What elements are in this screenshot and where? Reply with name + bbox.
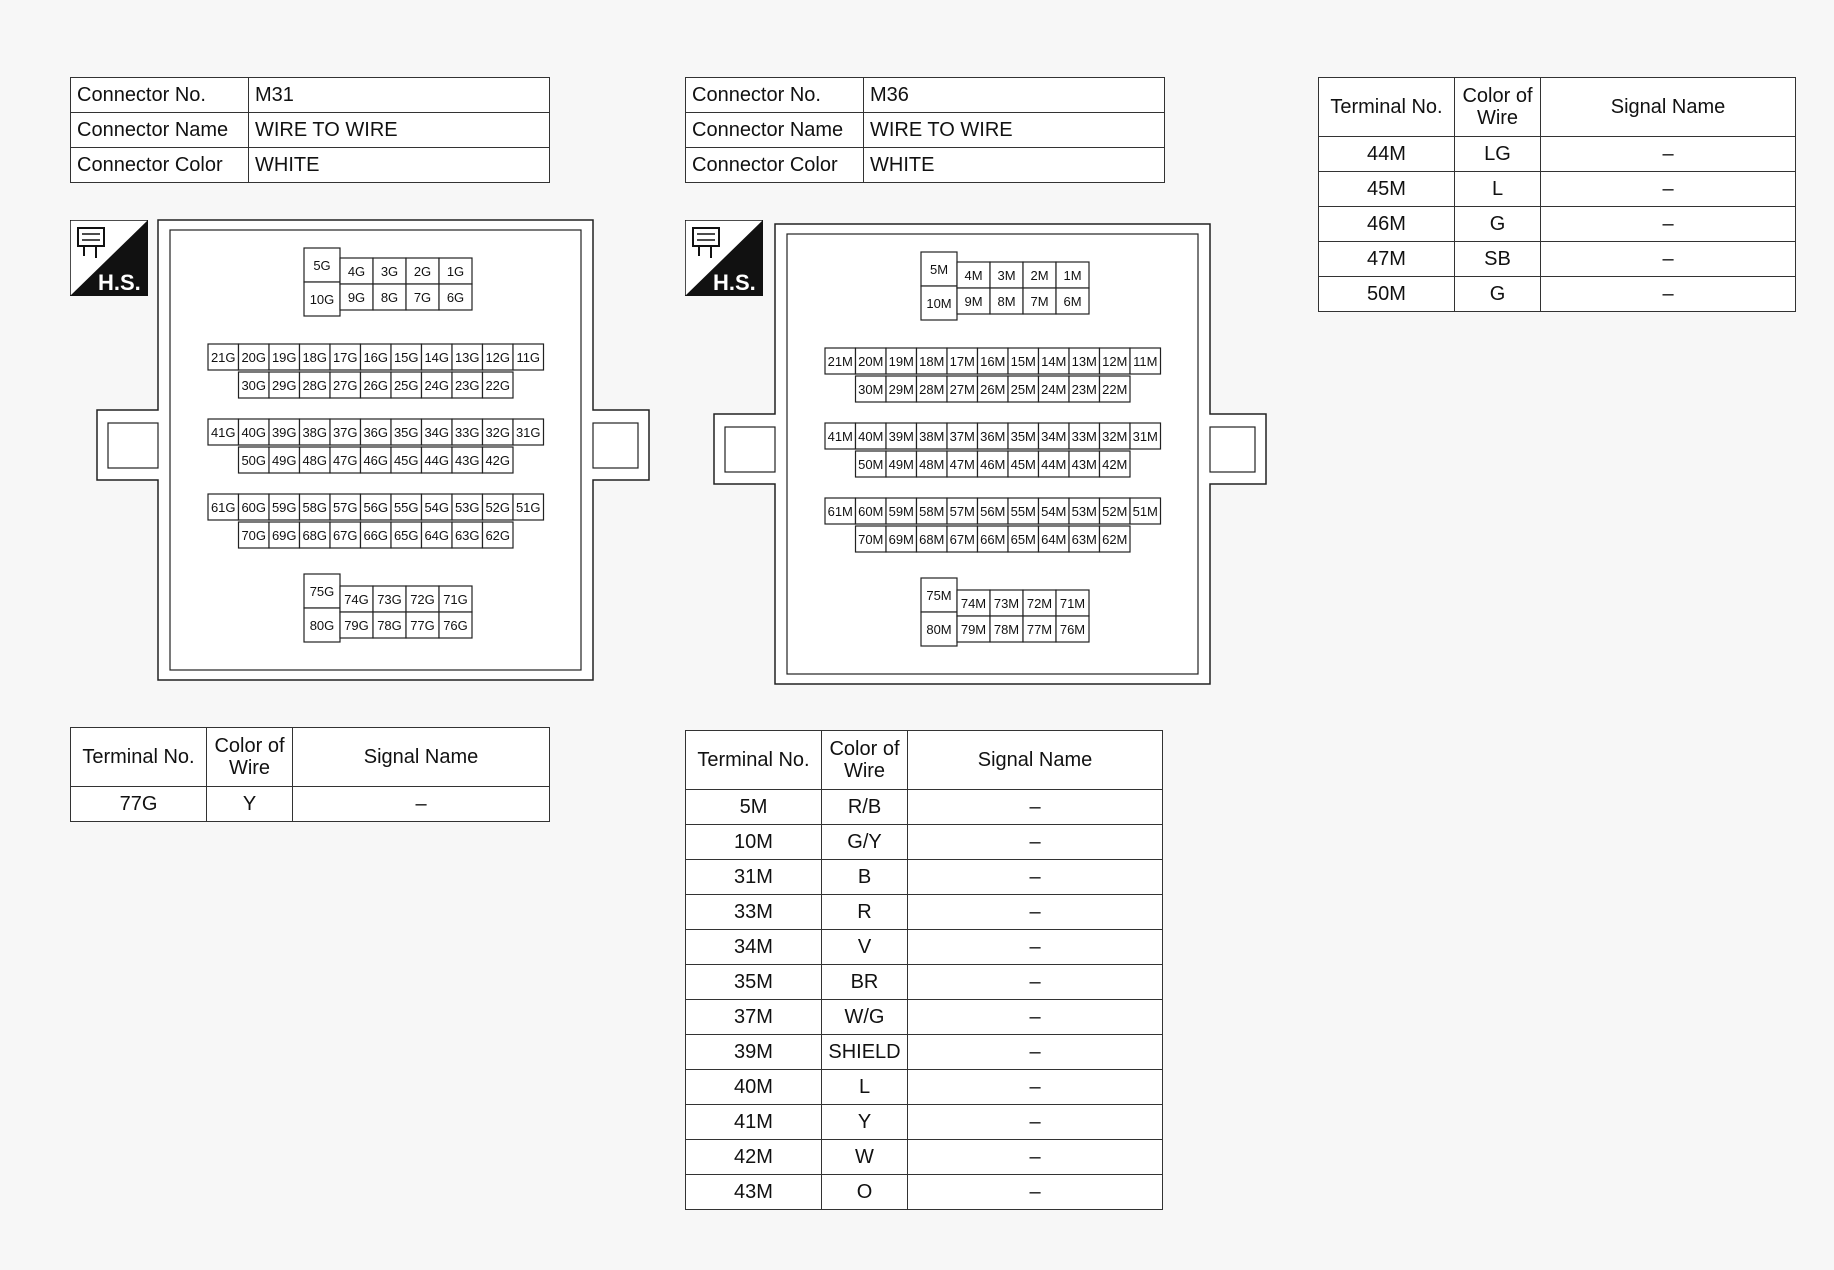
cavity-label: 65M: [1010, 532, 1036, 547]
cavity-label: 6M: [1063, 294, 1082, 309]
cavity-label: 8G: [380, 290, 399, 305]
connector-color-value: WHITE: [864, 148, 1165, 183]
cavity-label: 69G: [271, 528, 297, 543]
cavity-label: 24M: [1041, 382, 1067, 397]
cavity-label: 1M: [1063, 268, 1082, 283]
cavity-label: 3G: [380, 264, 399, 279]
cavity-label: 49M: [888, 457, 914, 472]
terminal-row: [1319, 207, 1796, 242]
signal-name-cell: –: [908, 895, 1163, 930]
terminal-row: [71, 787, 550, 822]
cavity-label: 69M: [888, 532, 914, 547]
cavity-label: 64G: [424, 528, 450, 543]
wire-color-cell: SHIELD: [822, 1035, 908, 1070]
signal-name-cell: –: [908, 1175, 1163, 1210]
cavity-label: 12M: [1102, 354, 1128, 369]
signal-name-cell: –: [908, 930, 1163, 965]
wire-color-cell: R: [822, 895, 908, 930]
cavity-label: 20G: [241, 350, 267, 365]
cavity-label: 37G: [332, 425, 358, 440]
cavity-label: 20M: [858, 354, 884, 369]
cavity-label: 48M: [919, 457, 945, 472]
cavity-label: 34M: [1041, 429, 1067, 444]
cavity-label: 56G: [363, 500, 389, 515]
terminal-no-cell: 77G: [71, 787, 207, 822]
terminal-row: [1319, 172, 1796, 207]
signal-name-header: Signal Name: [908, 731, 1163, 790]
cavity-label: 57G: [332, 500, 358, 515]
terminal-row: [686, 1105, 1163, 1140]
wire-color-cell: O: [822, 1175, 908, 1210]
terminal-no-cell: 46M: [1319, 207, 1455, 242]
terminal-row: [686, 1035, 1163, 1070]
wire-color-cell: G/Y: [822, 825, 908, 860]
terminal-row: [686, 1175, 1163, 1210]
cavity-label: 25G: [393, 378, 419, 393]
harness-side-label: H.S.: [98, 270, 141, 295]
cavity-label: 2M: [1030, 268, 1049, 283]
cavity-label: 61M: [827, 504, 853, 519]
cavity-label: 57M: [949, 504, 975, 519]
terminal-row: [686, 965, 1163, 1000]
cavity-label: 51G: [515, 500, 541, 515]
cavity-label: 30G: [241, 378, 267, 393]
cavity-label: 66G: [363, 528, 389, 543]
signal-name-cell: –: [1541, 242, 1796, 277]
cavity-label: 5M: [929, 262, 949, 277]
connector-color-label: Connector Color: [71, 148, 249, 183]
cavity-label: 2G: [413, 264, 432, 279]
cavity-label: 33G: [454, 425, 480, 440]
connector-name-label: Connector Name: [71, 113, 249, 148]
cavity-label: 63M: [1071, 532, 1097, 547]
cavity-label: 75G: [309, 584, 335, 599]
cavity-label: 10G: [309, 292, 335, 307]
signal-name-cell: –: [1541, 172, 1796, 207]
cavity-label: 55M: [1010, 504, 1036, 519]
cavity-label: 80G: [309, 618, 335, 633]
cavity-label: 23G: [454, 378, 480, 393]
connector-no-value: M36: [864, 78, 1165, 113]
terminal-no-cell: 44M: [1319, 137, 1455, 172]
cavity-label: 10M: [926, 296, 952, 311]
wire-color-header: Color of Wire: [822, 731, 908, 790]
cavity-label: 42G: [485, 453, 511, 468]
connector-no-label: Connector No.: [686, 78, 864, 113]
cavity-label: 62M: [1102, 532, 1128, 547]
cavity-label: 54G: [424, 500, 450, 515]
signal-name-cell: –: [1541, 277, 1796, 312]
cavity-label: 63G: [454, 528, 480, 543]
terminal-no-cell: 34M: [686, 930, 822, 965]
terminal-no-cell: 10M: [686, 825, 822, 860]
terminal-row: [686, 1000, 1163, 1035]
terminal-no-header: Terminal No.: [71, 728, 207, 787]
wire-color-cell: Y: [207, 787, 293, 822]
cavity-label: 67M: [949, 532, 975, 547]
terminal-row: [686, 825, 1163, 860]
cavity-label: 42M: [1102, 457, 1128, 472]
cavity-label: 50G: [241, 453, 267, 468]
cavity-label: 39G: [271, 425, 297, 440]
wire-color-cell: BR: [822, 965, 908, 1000]
cavity-label: 22M: [1102, 382, 1128, 397]
connector-info-table-m36: [685, 77, 1165, 183]
cavity-label: 28G: [302, 378, 328, 393]
terminal-no-cell: 47M: [1319, 242, 1455, 277]
cavity-label: 7G: [413, 290, 432, 305]
terminal-no-cell: 5M: [686, 790, 822, 825]
terminal-no-cell: 35M: [686, 965, 822, 1000]
terminal-table-m31: [70, 727, 550, 822]
cavity-label: 22G: [485, 378, 511, 393]
cavity-label: 44G: [424, 453, 450, 468]
cavity-label: 74M: [960, 596, 987, 611]
terminal-row: [686, 790, 1163, 825]
cavity-label: 58G: [302, 500, 328, 515]
cavity-label: 11M: [1133, 354, 1158, 369]
terminal-no-cell: 43M: [686, 1175, 822, 1210]
cavity-label: 28M: [919, 382, 945, 397]
terminal-row: [1319, 242, 1796, 277]
terminal-no-cell: 42M: [686, 1140, 822, 1175]
terminal-row: [686, 860, 1163, 895]
cavity-label: 55G: [393, 500, 419, 515]
terminal-no-cell: 40M: [686, 1070, 822, 1105]
wire-color-cell: L: [1455, 172, 1541, 207]
cavity-label: 77G: [410, 618, 435, 633]
cavity-label: 8M: [997, 294, 1016, 309]
cavity-label: 54M: [1041, 504, 1067, 519]
cavity-label: 79M: [960, 622, 987, 637]
cavity-label: 41M: [827, 429, 853, 444]
cavity-label: 76M: [1059, 622, 1086, 637]
wire-color-header: Color of Wire: [207, 728, 293, 787]
connector-name-value: WIRE TO WIRE: [864, 113, 1165, 148]
signal-name-cell: –: [908, 790, 1163, 825]
cavity-label: 21M: [827, 354, 853, 369]
wire-color-cell: SB: [1455, 242, 1541, 277]
cavity-label: 31G: [515, 425, 541, 440]
cavity-label: 68G: [302, 528, 328, 543]
signal-name-cell: –: [1541, 137, 1796, 172]
connector-face-m36: [712, 222, 1268, 687]
cavity-label: 78M: [993, 622, 1020, 637]
cavity-label: 16M: [980, 354, 1006, 369]
cavity-label: 72M: [1026, 596, 1053, 611]
cavity-label: 58M: [919, 504, 945, 519]
cavity-label: 24G: [424, 378, 450, 393]
cavity-label: 61G: [210, 500, 236, 515]
cavity-label: 27M: [949, 382, 975, 397]
terminal-table-header: [686, 731, 1163, 790]
cavity-label: 9G: [347, 290, 366, 305]
cavity-label: 3M: [997, 268, 1016, 283]
connector-face-m31: [95, 218, 651, 683]
info-row-connector-no: [686, 78, 1165, 113]
cavity-label: 71M: [1059, 596, 1086, 611]
cavity-label: 51M: [1132, 504, 1158, 519]
cavity-label: 45G: [393, 453, 419, 468]
terminal-no-cell: 37M: [686, 1000, 822, 1035]
cavity-label: 80M: [926, 622, 952, 637]
cavity-label: 26M: [980, 382, 1006, 397]
connector-info-table-m31: [70, 77, 550, 183]
wire-color-cell: L: [822, 1070, 908, 1105]
cavity-label: 71G: [443, 592, 468, 607]
cavity-label: 59G: [271, 500, 297, 515]
cavity-label: 36M: [980, 429, 1006, 444]
wire-color-cell: LG: [1455, 137, 1541, 172]
wire-color-cell: R/B: [822, 790, 908, 825]
cavity-label: 49G: [271, 453, 297, 468]
cavity-label: 41G: [210, 425, 236, 440]
cavity-label: 19M: [888, 354, 914, 369]
cavity-label: 16G: [363, 350, 389, 365]
info-row-connector-name: [686, 113, 1165, 148]
info-row-connector-name: [71, 113, 550, 148]
cavity-label: 40G: [241, 425, 267, 440]
cavity-label: 56M: [980, 504, 1006, 519]
terminal-row: [686, 930, 1163, 965]
cavity-label: 17G: [332, 350, 358, 365]
cavity-label: 64M: [1041, 532, 1067, 547]
cavity-label: 66M: [980, 532, 1006, 547]
cavity-label: 65G: [393, 528, 419, 543]
cavity-label: 7M: [1030, 294, 1049, 309]
cavity-label: 46M: [980, 457, 1006, 472]
signal-name-cell: –: [908, 1105, 1163, 1140]
cavity-label: 25M: [1010, 382, 1036, 397]
cavity-label: 23M: [1071, 382, 1097, 397]
cavity-label: 70G: [241, 528, 267, 543]
cavity-label: 46G: [363, 453, 389, 468]
cavity-label: 31M: [1132, 429, 1158, 444]
cavity-label: 35M: [1010, 429, 1036, 444]
signal-name-cell: –: [908, 1000, 1163, 1035]
cavity-label: 37M: [949, 429, 975, 444]
cavity-label: 72G: [410, 592, 435, 607]
cavity-label: 79G: [344, 618, 369, 633]
cavity-label: 27G: [332, 378, 358, 393]
cavity-label: 43G: [454, 453, 480, 468]
cavity-label: 52G: [485, 500, 511, 515]
cavity-label: 13M: [1071, 354, 1097, 369]
signal-name-cell: –: [908, 1070, 1163, 1105]
cavity-label: 21G: [210, 350, 236, 365]
cavity-label: 52M: [1102, 504, 1128, 519]
cavity-label: 76G: [443, 618, 468, 633]
signal-name-header: Signal Name: [293, 728, 550, 787]
terminal-no-cell: 45M: [1319, 172, 1455, 207]
cavity-label: 32M: [1102, 429, 1128, 444]
cavity-label: 60M: [858, 504, 884, 519]
terminal-no-cell: 31M: [686, 860, 822, 895]
cavity-label: 14M: [1041, 354, 1067, 369]
terminal-no-cell: 41M: [686, 1105, 822, 1140]
cavity-label: 29G: [271, 378, 297, 393]
connector-name-label: Connector Name: [686, 113, 864, 148]
cavity-label: 40M: [858, 429, 884, 444]
cavity-label: 33M: [1071, 429, 1097, 444]
cavity-label: 14G: [424, 350, 450, 365]
cavity-label: 36G: [363, 425, 389, 440]
signal-name-header: Signal Name: [1541, 78, 1796, 137]
cavity-label: 30M: [858, 382, 884, 397]
cavity-label: 15M: [1010, 354, 1036, 369]
cavity-label: 75M: [926, 588, 952, 603]
wire-color-header: Color of Wire: [1455, 78, 1541, 137]
cavity-label: 53M: [1071, 504, 1097, 519]
connector-no-label: Connector No.: [71, 78, 249, 113]
signal-name-cell: –: [908, 860, 1163, 895]
cavity-label: 17M: [949, 354, 975, 369]
terminal-no-cell: 33M: [686, 895, 822, 930]
connector-color-value: WHITE: [249, 148, 550, 183]
wire-color-cell: W/G: [822, 1000, 908, 1035]
terminal-table-m36-continued: [1318, 77, 1796, 312]
cavity-label: 59M: [888, 504, 914, 519]
cavity-label: 15G: [393, 350, 419, 365]
terminal-no-header: Terminal No.: [1319, 78, 1455, 137]
connector-name-value: WIRE TO WIRE: [249, 113, 550, 148]
terminal-no-cell: 39M: [686, 1035, 822, 1070]
terminal-row: [686, 1070, 1163, 1105]
signal-name-cell: –: [908, 1035, 1163, 1070]
terminal-row: [1319, 137, 1796, 172]
info-row-connector-color: [686, 148, 1165, 183]
cavity-label: 48G: [302, 453, 328, 468]
cavity-label: 18M: [919, 354, 945, 369]
cavity-label: 9M: [964, 294, 983, 309]
signal-name-cell: –: [908, 965, 1163, 1000]
terminal-table-m36: [685, 730, 1163, 1210]
connector-no-value: M31: [249, 78, 550, 113]
terminal-row: [686, 895, 1163, 930]
terminal-row: [686, 1140, 1163, 1175]
cavity-label: 53G: [454, 500, 480, 515]
cavity-label: 5G: [313, 258, 331, 273]
cavity-label: 60G: [241, 500, 267, 515]
cavity-label: 45M: [1010, 457, 1036, 472]
cavity-label: 1G: [446, 264, 465, 279]
cavity-label: 29M: [888, 382, 914, 397]
cavity-label: 11G: [516, 350, 541, 365]
cavity-label: 6G: [446, 290, 465, 305]
cavity-label: 18G: [302, 350, 328, 365]
cavity-label: 34G: [424, 425, 450, 440]
wire-color-cell: W: [822, 1140, 908, 1175]
wire-color-cell: B: [822, 860, 908, 895]
cavity-label: 78G: [377, 618, 402, 633]
cavity-label: 74G: [344, 592, 369, 607]
cavity-label: 4G: [347, 264, 366, 279]
harness-side-label: H.S.: [713, 270, 756, 295]
cavity-label: 47M: [949, 457, 975, 472]
cavity-label: 39M: [888, 429, 914, 444]
cavity-label: 19G: [271, 350, 297, 365]
terminal-no-header: Terminal No.: [686, 731, 822, 790]
cavity-label: 67G: [332, 528, 358, 543]
cavity-label: 50M: [858, 457, 884, 472]
cavity-label: 77M: [1026, 622, 1053, 637]
cavity-label: 13G: [454, 350, 480, 365]
signal-name-cell: –: [1541, 207, 1796, 242]
cavity-label: 35G: [393, 425, 419, 440]
cavity-label: 73M: [993, 596, 1020, 611]
terminal-table-header: [1319, 78, 1796, 137]
connector-color-label: Connector Color: [686, 148, 864, 183]
wire-color-cell: G: [1455, 207, 1541, 242]
cavity-label: 26G: [363, 378, 389, 393]
wire-color-cell: Y: [822, 1105, 908, 1140]
cavity-label: 62G: [485, 528, 511, 543]
cavity-label: 4M: [964, 268, 983, 283]
signal-name-cell: –: [293, 787, 550, 822]
terminal-row: [1319, 277, 1796, 312]
wire-color-cell: V: [822, 930, 908, 965]
terminal-table-header: [71, 728, 550, 787]
cavity-label: 12G: [485, 350, 511, 365]
cavity-label: 70M: [858, 532, 884, 547]
cavity-label: 44M: [1041, 457, 1067, 472]
wire-color-cell: G: [1455, 277, 1541, 312]
cavity-label: 32G: [485, 425, 511, 440]
signal-name-cell: –: [908, 825, 1163, 860]
cavity-label: 68M: [919, 532, 945, 547]
signal-name-cell: –: [908, 1140, 1163, 1175]
cavity-label: 73G: [377, 592, 402, 607]
cavity-label: 38M: [919, 429, 945, 444]
cavity-label: 38G: [302, 425, 328, 440]
cavity-label: 43M: [1071, 457, 1097, 472]
cavity-label: 47G: [332, 453, 358, 468]
info-row-connector-no: [71, 78, 550, 113]
terminal-no-cell: 50M: [1319, 277, 1455, 312]
info-row-connector-color: [71, 148, 550, 183]
